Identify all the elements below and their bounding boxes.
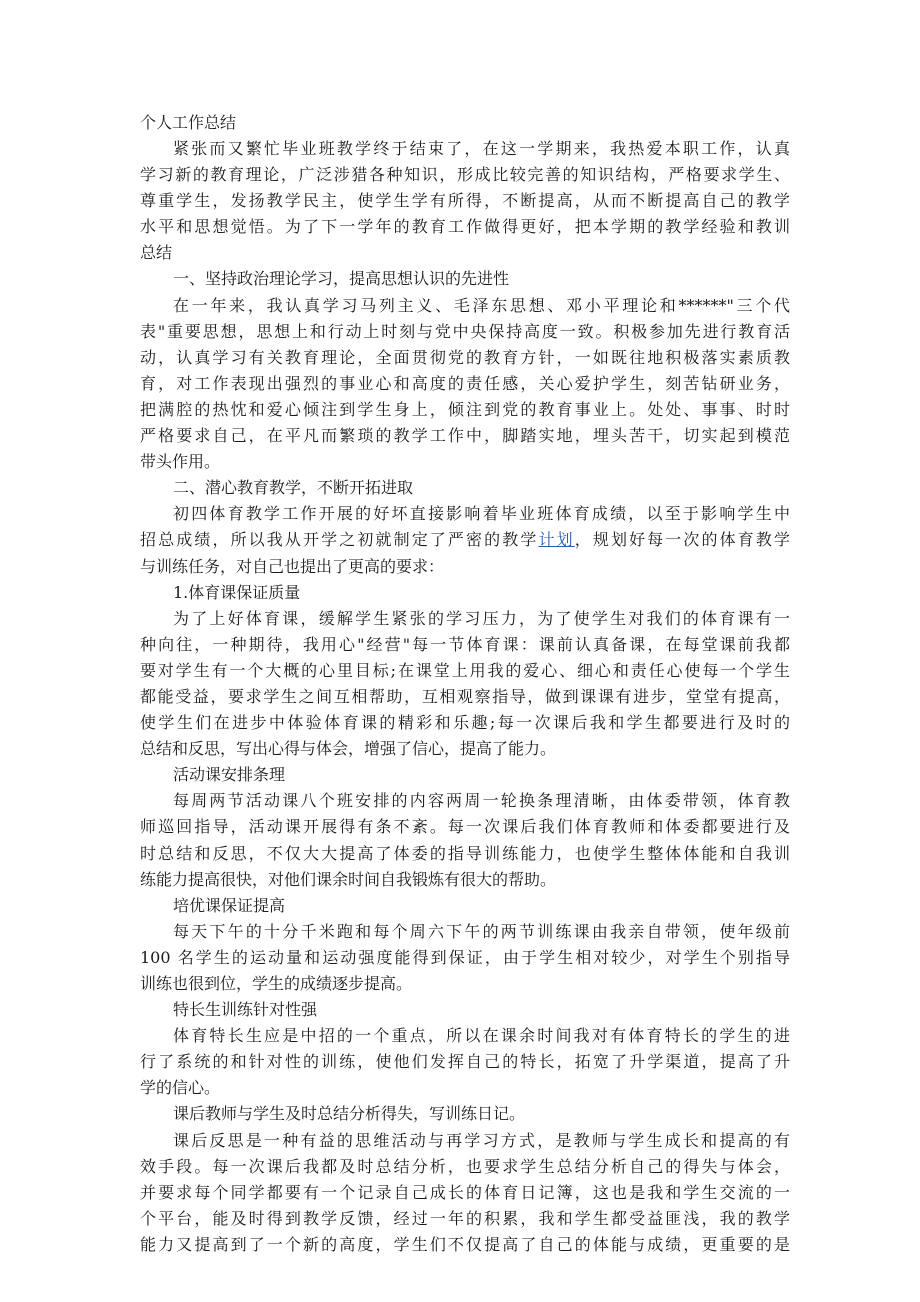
text-line: 严格要求自己，在平凡而繁琐的教学工作中，脚踏实地，埋头苦干，切实起到模范 <box>140 426 790 446</box>
text-line: 练能力提高很快，对他们课余时间自我锻炼有很大的帮助。 <box>140 869 557 889</box>
document-title: 个人工作总结 <box>140 113 237 132</box>
subsection-heading: 活动课安排条理 <box>173 765 286 785</box>
text-line: 课后反思是一种有益的思维活动与再学习方式，是教师与学生成长和提高的有 <box>173 1130 790 1150</box>
plan-link[interactable]: 计划 <box>538 530 575 550</box>
text-line: 育，对工作表现出强烈的事业心和高度的责任感，关心爱护学生，刻苦钻研业务， <box>140 373 790 393</box>
section2-paragraph <box>140 501 790 579</box>
text-line: 总结 <box>140 243 173 263</box>
text-line: 每周两节活动课八个班安排的内容两周一轮换条理清晰，由体委带领，体育教 <box>173 791 790 811</box>
text-line: 种向往，一种期待，我用心"经营"每一节体育课：课前认真备课，在每堂课前我都 <box>140 634 790 654</box>
text-line: 师巡回指导，活动课开展得有条不紊。每一次课后我们体育教师和体委都要进行及 <box>140 817 790 837</box>
text-line: 尊重学生，发扬教学民主，使学生学有所得，不断提高，从而不断提高自己的教学 <box>140 191 790 211</box>
text-line: 时总结和反思，不仅大大提高了体委的指导训练能力，也使学生整体体能和自我训 <box>140 843 790 863</box>
text-line: 与训练任务，对自己也提出了更高的要求： <box>140 556 445 576</box>
section-heading: 一、坚持政治理论学习，提高思想认识的先进性 <box>173 269 510 289</box>
text-segment: 招总成绩，所以我从开学之初就制定了严密的教学 <box>140 530 539 550</box>
text-line: 水平和思想觉悟。为了下一学年的教育工作做得更好，把本学期的教学经验和教训 <box>140 217 790 237</box>
sub3-paragraph <box>140 919 790 997</box>
text-line: 并要求每个同学都要有一个记录自己成长的体育日记簿，这也是我和学生交流的一 <box>140 1182 790 1202</box>
text-line: 为了上好体育课，缓解学生紧张的学习压力，为了使学生对我们的体育课有一 <box>173 608 790 628</box>
section1-paragraph <box>140 293 790 476</box>
text-segment: ，规划好每一次的体育教学 <box>574 530 790 550</box>
text-line: 个平台，能及时得到教学反馈，经过一年的积累，我和学生都受益匪浅，我的教学 <box>140 1208 790 1228</box>
subsection-heading: 1.体育课保证质量 <box>173 582 301 602</box>
text-line-with-link <box>140 527 790 553</box>
text-line: 把满腔的热忱和爱心倾注到学生身上，倾注到党的教育事业上。处处、事事、时时 <box>140 399 790 419</box>
text-line: 效手段。每一次课后我都及时总结分析，也要求学生总结分析自己的得失与体会， <box>140 1156 790 1176</box>
text-line: 动，认真学习有关教育理论，全面贯彻党的教育方针，一如既往地积极落实素质教 <box>140 347 790 367</box>
sub4-paragraph <box>140 1023 790 1101</box>
text-line: 行了系统的和针对性的训练，使他们发挥自己的特长，拓宽了升学渠道，提高了升 <box>140 1052 790 1072</box>
text-line: 总结和反思，写出心得与体会，增强了信心，提高了能力。 <box>140 739 557 759</box>
text-line: 学习新的教育理论，广泛涉猎各种知识，形成比较完善的知识结构，严格要求学生、 <box>140 165 790 185</box>
text-line: 训练也很到位，学生的成绩逐步提高。 <box>140 974 413 993</box>
text-line: 使学生们在进步中体验体育课的精彩和乐趣;每一次课后我和学生都要进行及时的 <box>140 713 790 733</box>
text-line: 在一年来，我认真学习马列主义、毛泽东思想、邓小平理论和******"三个代 <box>173 295 790 315</box>
text-line: 100 名学生的运动量和运动强度能得到保证，由于学生相对较少，对学生个别指导 <box>140 947 790 967</box>
text-line: 初四体育教学工作开展的好坏直接影响着毕业班体育成绩，以至于影响学生中 <box>173 504 790 524</box>
text-line: 学的信心。 <box>140 1078 221 1098</box>
text-line: 表"重要思想，思想上和行动上时刻与党中央保持高度一致。积极参加先进行教育活 <box>140 321 790 341</box>
text-line: 紧张而又繁忙毕业班教学终于结束了，在这一学期来，我热爱本职工作，认真 <box>173 139 790 158</box>
subsection-heading: 培优课保证提高 <box>173 895 286 915</box>
text-line: 体育特长生应是中招的一个重点，所以在课余时间我对有体育特长的学生的进 <box>173 1026 790 1046</box>
intro-paragraph <box>140 136 790 266</box>
sub1-paragraph <box>140 606 790 763</box>
document-body <box>140 110 790 1258</box>
text-line: 都能受益，要求学生之间互相帮助，互相观察指导，做到课课有进步，堂堂有提高， <box>140 686 790 706</box>
section-heading: 二、潜心教育教学，不断开拓进取 <box>173 478 414 498</box>
sub2-paragraph <box>140 788 790 892</box>
text-line: 能力又提高到了一个新的高度，学生们不仅提高了自己的体能与成绩，更重要的是 <box>140 1234 790 1254</box>
text-line: 每天下午的十分千米跑和每个周六下午的两节训练课由我亲自带领，使年级前 <box>173 921 790 941</box>
sub5-paragraph <box>140 1128 790 1258</box>
subsection-heading: 课后教师与学生及时总结分析得失，写训练日记。 <box>173 1104 526 1124</box>
subsection-heading: 特长生训练针对性强 <box>173 1000 318 1020</box>
text-line: 带头作用。 <box>140 452 221 472</box>
text-line: 要对学生有一个大概的心里目标;在课堂上用我的爱心、细心和责任心使每一个学生 <box>140 660 790 680</box>
